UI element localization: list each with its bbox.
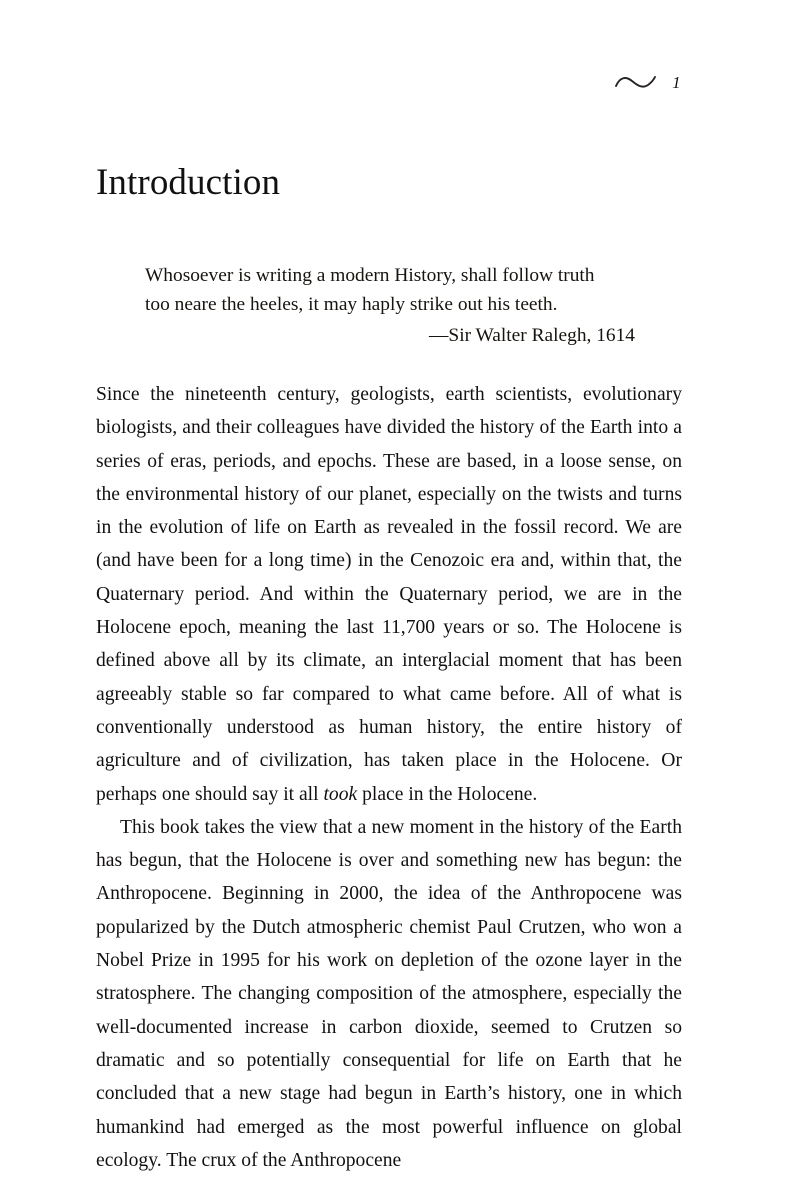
swash-ornament [614, 72, 658, 94]
epigraph-attribution: —Sir Walter Ralegh, 1614 [429, 325, 635, 346]
paragraph-1-emphasis: took [323, 783, 358, 805]
body-text [96, 378, 682, 1177]
page-number: 1 [672, 72, 681, 92]
epigraph [145, 261, 635, 350]
epigraph-line-1: Whosoever is writing a modern History, shall follow truth [145, 265, 595, 286]
page-title: Introduction [96, 162, 281, 203]
paragraph-2: This book takes the view that a new moment in the history of the Earth has begun, that the Holocene is over and something new has begun: the Anthropocene. Beginning in 2000, the idea of the Anthropocene was popularized by the Dutch atmospheric chemist Paul Crutzen, who won a Nobel Prize in 1995 for his work on depletion of the ozone layer in the stratosphere. The changing composition of the atmosphere, especially the well-documented increase in carbon dioxide, seemed to Crutzen so dramatic and so potentially consequential for life on Earth that he concluded that a new stage had begun in Earth’s history, one in which humankind had emerged as the most powerful influence on global ecology. The crux of the Anthropocene [96, 816, 682, 1171]
running-head [96, 66, 681, 100]
paragraph-1 [96, 378, 682, 811]
paragraph-1-part-b: place in the Holocene. [357, 783, 538, 805]
epigraph-line-2: too neare the heeles, it may haply strike out his teeth. [145, 294, 558, 315]
paragraph-1-part-a: Since the nineteenth century, geologists, earth scientists, evolutionary biologists, and their colleagues have divided the history of the Earth into a series of eras, periods, and epochs. These are based, in a loose sense, on the environmental history of our planet, especially on the twists and turns in the evolution of life on Earth as revealed in the fossil record. We are (and have been for a long time) in the Cenozoic era and, within that, the Quaternary period. And within the Quaternary period, we are in the Holocene epoch, meaning the last 11,700 years or so. The Holocene is defined above all by its climate, an interglacial moment that has been agreeably stable so far compared to what came before. All of what is conventionally understood as human history, the entire history of agriculture and of civilization, has taken place in the Holocene. Or perhaps one should say it all [96, 384, 682, 805]
